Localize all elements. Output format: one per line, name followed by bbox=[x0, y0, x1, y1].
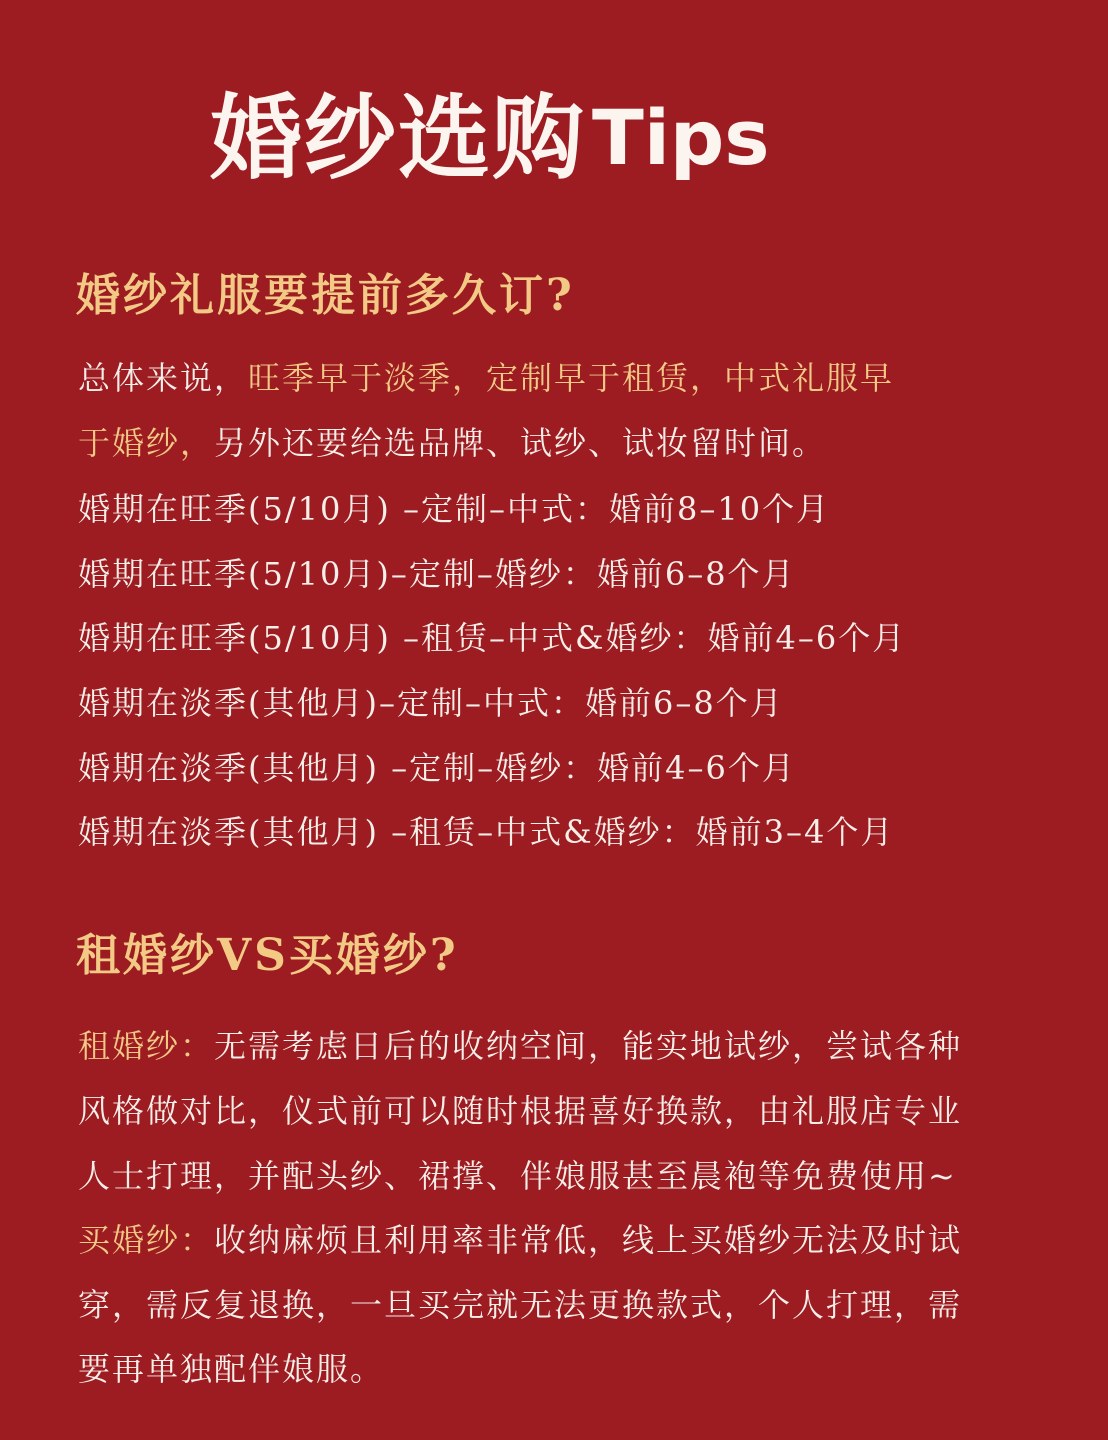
buy-line-3: 要再单独配伴娘服。 bbox=[78, 1350, 385, 1388]
page-title bbox=[210, 84, 770, 192]
buy-label: 买婚纱： bbox=[78, 1221, 215, 1259]
title-chinese: 婚纱选购 bbox=[210, 84, 587, 192]
title-tips: Tips bbox=[592, 93, 770, 182]
buy-line-2: 穿，需反复退换，一旦买完就无法更换款式，个人打理，需 bbox=[78, 1286, 963, 1324]
rule-line: 婚期在淡季(其他月) –定制–婚纱：婚前4–6个月 bbox=[78, 749, 796, 787]
rent-line-1 bbox=[78, 1027, 963, 1065]
rule-line: 婚期在旺季(5/10月) –租赁–中式&婚纱：婚前4–6个月 bbox=[78, 619, 907, 657]
rule-line: 婚期在淡季(其他月)–定制–中式：婚前6–8个月 bbox=[78, 684, 784, 722]
section-heading-rent-vs-buy: 租婚纱VS买婚纱? bbox=[76, 930, 459, 981]
rule-line: 婚期在淡季(其他月) –租赁–中式&婚纱：婚前3–4个月 bbox=[78, 813, 895, 851]
rent-label: 租婚纱： bbox=[78, 1027, 215, 1065]
buy-line-1 bbox=[78, 1221, 963, 1259]
rule-line: 婚期在旺季(5/10月) –定制–中式：婚前8–10个月 bbox=[78, 490, 831, 528]
intro-line-1 bbox=[78, 359, 895, 397]
rent-line-2: 风格做对比，仪式前可以随时根据喜好换款，由礼服店专业 bbox=[78, 1092, 963, 1130]
intro-highlight: 于婚纱， bbox=[78, 424, 215, 462]
intro-line-2 bbox=[78, 424, 827, 462]
intro-highlight: 旺季早于淡季，定制早于租赁，中式礼服早 bbox=[248, 359, 895, 397]
intro-text: 另外还要给选品牌、试纱、试妆留时间。 bbox=[214, 424, 827, 462]
rent-line-3: 人士打理，并配头纱、裙撑、伴娘服甚至晨袍等免费使用~ bbox=[78, 1157, 957, 1195]
buy-text: 收纳麻烦且利用率非常低，线上买婚纱无法及时试 bbox=[214, 1221, 963, 1259]
rent-text: 无需考虑日后的收纳空间，能实地试纱，尝试各种 bbox=[214, 1027, 963, 1065]
section-heading-booking-time: 婚纱礼服要提前多久订? bbox=[76, 270, 575, 321]
rule-line: 婚期在旺季(5/10月)–定制–婚纱：婚前6–8个月 bbox=[78, 555, 796, 593]
intro-text: 总体来说， bbox=[78, 359, 249, 397]
